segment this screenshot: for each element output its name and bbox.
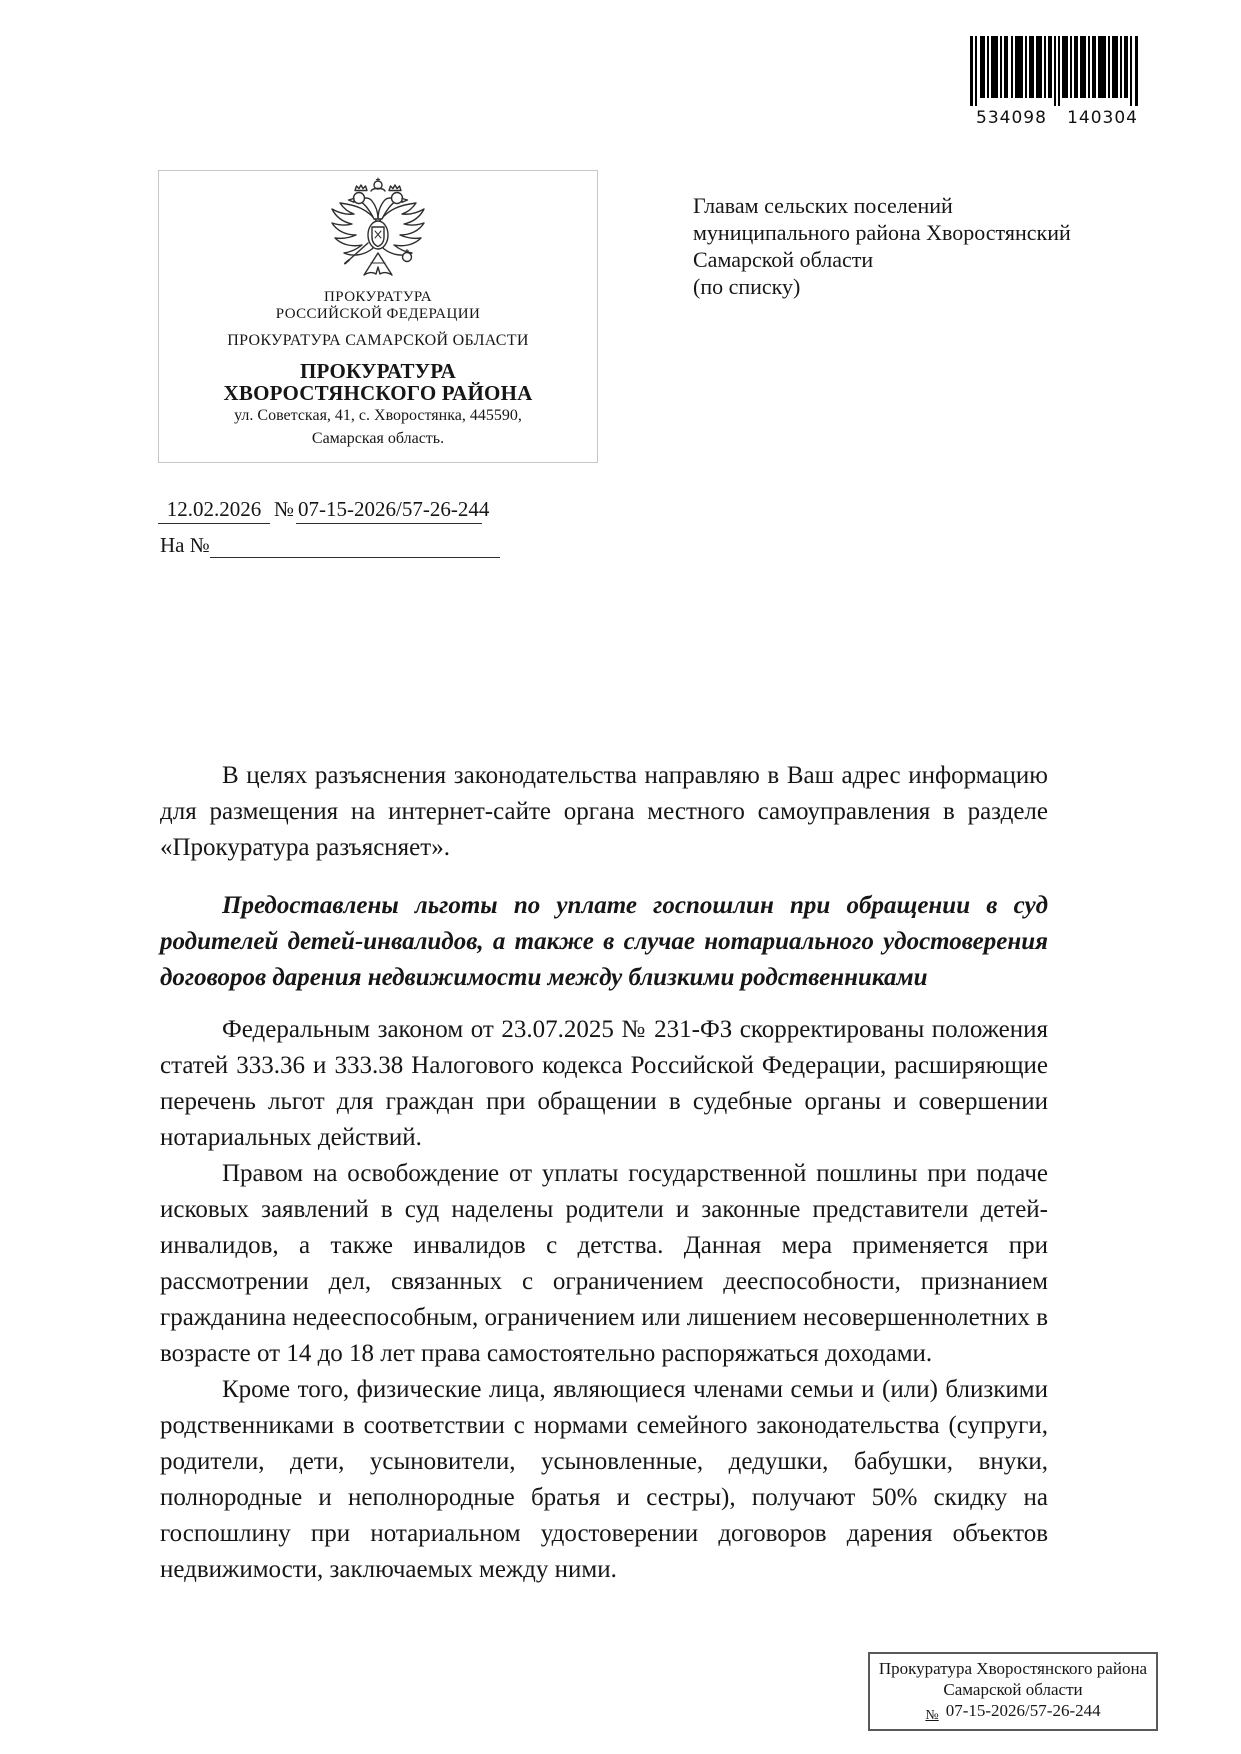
letter-body [160,758,1048,1588]
stamp-number-line [876,1700,1150,1723]
recipient-line1: Главам сельских поселений [693,193,953,218]
reply-reference-line [160,533,500,558]
barcode-number-right: 140304 [1067,108,1138,128]
letter-number: 07-15-2026/57-26-244 [296,497,482,524]
recipient-block [693,192,1093,300]
recipient-line4: (по списку) [693,274,801,299]
recipient-line3: Самарской области [693,247,874,272]
stamp-org-line1: Прокуратура Хворостянского района [878,1659,1148,1678]
stamp-org-line2: Самарской области [943,1680,1083,1699]
body-heading: Предоставлены льготы по уплате госпошлин при обращении в суд родителей детей-инвалидов, а также в случае нотариального удостоверения договоров дарения недвижимости между близкими родственниками [160,892,1048,991]
registration-stamp [868,1652,1158,1731]
org-federation-line1: ПРОКУРАТУРА [324,289,432,305]
org-district-line2: ХВОРОСТЯНСКОГО РАЙОНА [223,381,533,405]
org-address-line2: Самарская область. [311,430,445,447]
org-region: ПРОКУРАТУРА САМАРСКОЙ ОБЛАСТИ [227,332,529,349]
body-paragraph-exemption: Правом на освобождение от уплаты государственной пошлины при подаче исковых заявлений в суд наделены родители и законные представители детей-инвалидов, а также инвалидов с детства. Данная мера применяется при рассмотрении дел, связанных с ограничением дееспособности, признанием гражданина недееспособным, ограничением или лишением несовершеннолетних в возрасте от 14 до 18 лет права самостоятельно распоряжаться доходами. [160,1160,1048,1367]
outgoing-reference-line [158,497,490,524]
reply-label: На № [160,533,210,557]
org-district-line1: ПРОКУРАТУРА [300,359,456,383]
russian-coat-of-arms-icon [330,177,426,287]
stamp-number-sign: № [925,1708,939,1723]
number-sign: № [274,497,295,521]
body-paragraph-discount: Кроме того, физические лица, являющиеся членами семьи и (или) близкими родственниками в соответствии с нормами семейного законодательства (супруги, родители, дети, усыновители, усыновленные, дедушки, бабушки, внуки, полнородные и неполнородные братья и сестры), получают 50% скидку на госпошлину при нотариальном удостоверении договоров дарения объектов недвижимости, заключаемых между ними. [160,1376,1048,1583]
recipient-line2: муниципального района Хворостянский [693,220,1071,245]
body-paragraph-intro: В целях разъяснения законодательства направляю в Ваш адрес информацию для размещения на интернет-сайте органа местного самоуправления в разделе «Прокуратура разъясняет». [160,762,1048,861]
body-paragraph-law: Федеральным законом от 23.07.2025 № 231-ФЗ скорректированы положения статей 333.36 и 333.38 Налогового кодекса Российской Федерации, расширяющие перечень льгот для граждан при обращении в судебные органы и совершении нотариальных действий. [160,1016,1048,1151]
barcode [970,36,1138,128]
barcode-number-left: 534098 [976,108,1047,128]
letterhead-box [158,170,598,463]
org-federation-line2: РОССИЙСКОЙ ФЕДЕРАЦИИ [275,306,481,322]
barcode-bars-icon [970,36,1138,106]
org-address-line1: ул. Советская, 41, с. Хворостянка, 445590, [234,407,522,424]
letter-date: 12.02.2026 [158,497,270,524]
stamp-number: 07-15-2026/57-26-244 [945,1701,1101,1720]
reply-number-blank [210,534,500,558]
barcode-numbers [970,108,1138,128]
